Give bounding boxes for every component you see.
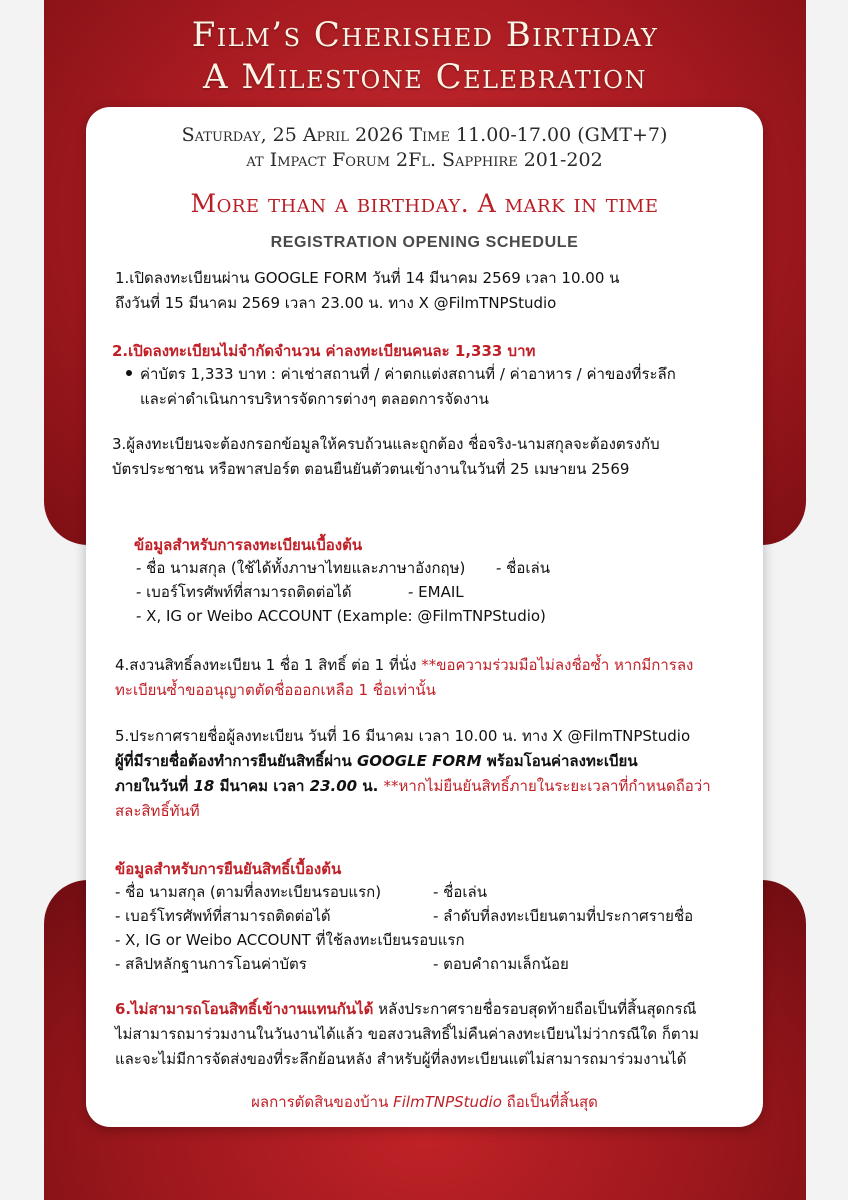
schedule-title: REGISTRATION OPENING SCHEDULE xyxy=(270,234,579,251)
item-2-title: 2.เปิดลงทะเบียนไม่จำกัดจำนวน ค่าลงทะเบียนคนละ 1,333 บาท xyxy=(112,342,536,360)
item-3-line1: 3.ผู้ลงทะเบียนจะต้องกรอกข้อมูลให้ครบถ้วนและถูกต้อง ชื่อจริง-นามสกุลจะต้องตรงกับ xyxy=(112,435,660,453)
confirm-info-row1-a: - ชื่อ นามสกุล (ตามที่ลงทะเบียนรอบแรก) xyxy=(115,883,382,901)
item-5-line3-b: 18 xyxy=(193,777,215,795)
confirm-info-row1-b: - ชื่อเล่น xyxy=(433,883,487,901)
item-5-line2-b: GOOGLE FORM xyxy=(356,752,482,770)
item-5-line3-e: น. xyxy=(357,777,384,795)
item-6-line1-rest: หลังประกาศรายชื่อรอบสุดท้ายถือเป็นที่สิ้นสุดกรณี xyxy=(373,1000,697,1018)
confirm-info-row2-a: - เบอร์โทรศัพท์ที่สามารถติดต่อได้ xyxy=(115,907,331,925)
reg-info-title: ข้อมูลสำหรับการลงทะเบียนเบื้องต้น xyxy=(134,536,363,554)
reg-info-row1-b: - ชื่อเล่น xyxy=(496,559,550,577)
reg-info-row2-a: - เบอร์โทรศัพท์ที่สามารถติดต่อได้ xyxy=(136,583,352,601)
item-1 xyxy=(115,266,619,316)
footer-c: ถือเป็นที่สิ้นสุด xyxy=(501,1093,598,1111)
item-5-line2-a: ผู้ที่มีรายชื่อต้องทำการยืนยันสิทธิ์ผ่าน xyxy=(115,752,357,770)
event-venue-line: at Impact Forum 2Fl. Sapphire 201-202 xyxy=(246,149,603,171)
item-1-line2: ถึงวันที่ 15 มีนาคม 2569 เวลา 23.00 น. ทาง X @FilmTNPStudio xyxy=(115,294,557,312)
info-card xyxy=(86,107,763,1127)
item-5-line3-a: ภายในวันที่ xyxy=(115,777,194,795)
item-2-bullet-line1 xyxy=(126,362,676,387)
item-6-line2: ไม่สามารถมาร่วมงานในวันงานได้แล้ว ขอสงวนสิทธิ์ไม่คืนค่าลงทะเบียนไม่ว่ากรณีใด ก็ตาม xyxy=(115,1025,699,1043)
confirm-info-row2-b: - ลำดับที่ลงทะเบียนตามที่ประกาศรายชื่อ xyxy=(433,907,694,925)
item-4-line1-black: 4.สงวนสิทธิ์ลงทะเบียน 1 ชื่อ 1 สิทธิ์ ต่อ 1 ที่นั่ง xyxy=(115,656,422,674)
event-date-line: Saturday, 25 April 2026 Time 11.00-17.00 (GMT+7) xyxy=(181,124,668,146)
item-6 xyxy=(115,997,699,1072)
poster-title-line2: A Milestone Celebration xyxy=(203,57,647,97)
item-4 xyxy=(115,653,693,703)
item-5-line3-red: **หากไม่ยืนยันสิทธิ์ภายในระยะเวลาที่กำหนดถือว่า xyxy=(383,777,711,795)
tagline: More than a birthday. A mark in time xyxy=(190,189,659,218)
item-6-line1 xyxy=(115,997,699,1022)
reg-info-row1-a: - ชื่อ นามสกุล (ใช้ได้ทั้งภาษาไทยและภาษาอังกฤษ) xyxy=(136,559,466,577)
confirm-info-title: ข้อมูลสำหรับการยืนยันสิทธิ์เบื้องต้น xyxy=(115,860,342,878)
item-4-line2: ทะเบียนซ้ำขออนุญาตตัดชื่อออกเหลือ 1 ชื่อเท่านั้น xyxy=(115,681,436,699)
item-1-line1: 1.เปิดลงทะเบียนผ่าน GOOGLE FORM วันที่ 14 มีนาคม 2569 เวลา 10.00 น xyxy=(115,269,620,287)
bullet-dot xyxy=(126,370,132,376)
poster-title-line1: Film’s Cherished Birthday xyxy=(191,15,659,55)
item-5-line2-c: พร้อมโอนค่าลงทะเบียน xyxy=(481,752,638,770)
item-5-line1: 5.ประกาศรายชื่อผู้ลงทะเบียน วันที่ 16 มีนาคม เวลา 10.00 น. ทาง X @FilmTNPStudio xyxy=(115,727,691,745)
item-5-line3-d: 23.00 xyxy=(309,777,358,795)
item-6-line3: และจะไม่มีการจัดส่งของที่ระลึกย้อนหลัง สำหรับผู้ที่ลงทะเบียนแต่ไม่สามารถมาร่วมงานได้ xyxy=(115,1050,687,1068)
poster-title xyxy=(44,14,806,98)
item-5-line2 xyxy=(115,749,711,774)
item-5-line3-c: มีนาคม เวลา xyxy=(214,777,310,795)
item-2-bullet-text: ค่าบัตร 1,333 บาท : ค่าเช่าสถานที่ / ค่าตกแต่งสถานที่ / ค่าอาหาร / ค่าของที่ระลึก xyxy=(140,365,676,383)
footer-note xyxy=(86,1090,763,1115)
item-5-line3 xyxy=(115,774,711,799)
confirm-info-row3: - X, IG or Weibo ACCOUNT ที่ใช้ลงทะเบียนรอบแรก xyxy=(115,931,465,949)
reg-info-row3: - X, IG or Weibo ACCOUNT (Example: @FilmTNPStudio) xyxy=(136,607,546,625)
item-3-line2: บัตรประชาชน หรือพาสปอร์ต ตอนยืนยันตัวตนเข้างานในวันที่ 25 เมษายน 2569 xyxy=(112,460,630,478)
footer-b: FilmTNPStudio xyxy=(393,1093,502,1111)
footer-a: ผลการตัดสินของบ้าน xyxy=(251,1093,394,1111)
confirm-info-row4-b: - ตอบคำถามเล็กน้อย xyxy=(433,955,569,973)
confirm-info-row4-a: - สลิปหลักฐานการโอนค่าบัตร xyxy=(115,955,307,973)
item-4-line1-red: **ขอความร่วมมือไม่ลงชื่อซ้ำ หากมีการลง xyxy=(421,656,694,674)
item-6-title: 6.ไม่สามารถโอนสิทธิ์เข้างานแทนกันได้ xyxy=(115,1000,374,1018)
item-4-line1 xyxy=(115,653,693,678)
reg-info-row2-b: - EMAIL xyxy=(408,583,464,601)
item-3 xyxy=(112,432,660,482)
event-datetime xyxy=(86,123,763,173)
item-5 xyxy=(115,724,711,824)
item-2-bullet-line2: และค่าดำเนินการบริหารจัดการต่างๆ ตลอดการจัดงาน xyxy=(140,390,489,408)
item-5-line4: สละสิทธิ์ทันที xyxy=(115,802,200,820)
item-2-bullet xyxy=(126,362,676,412)
